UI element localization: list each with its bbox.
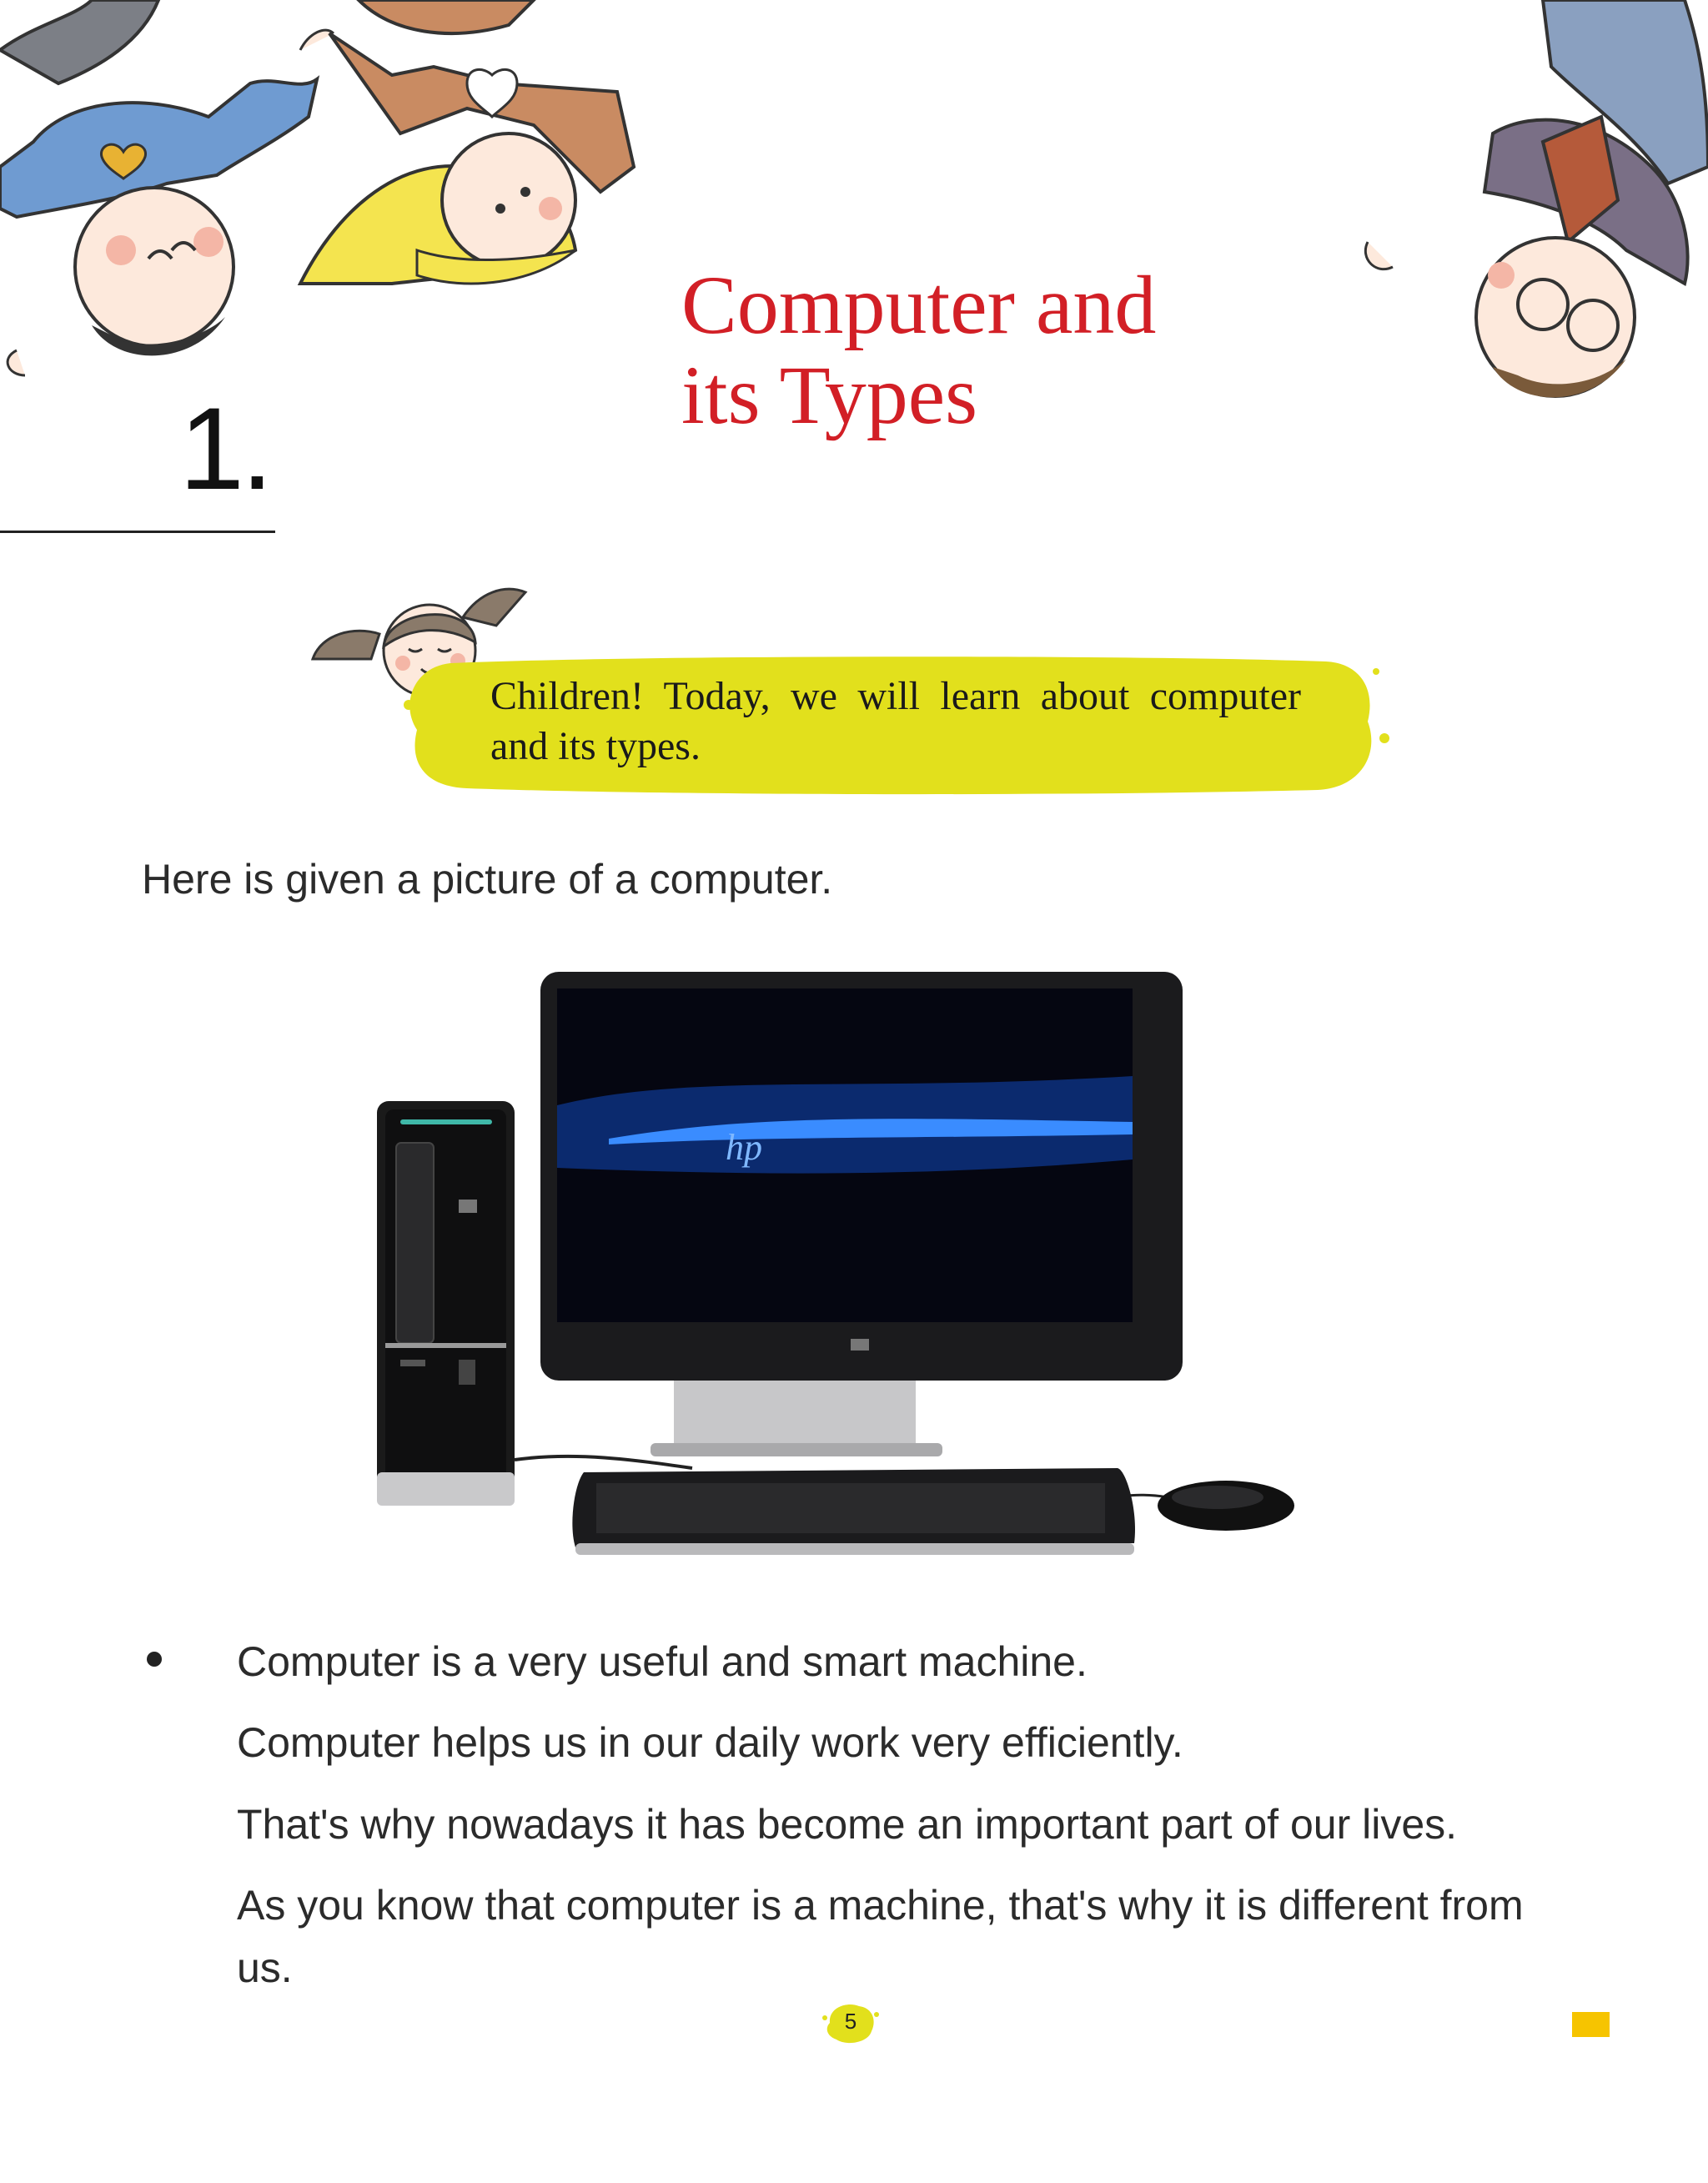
chapter-title-line-1: Computer and: [681, 259, 1157, 351]
desktop-computer-image: [359, 959, 1343, 1577]
svg-text:hp: hp: [726, 1127, 762, 1168]
intro-text: Children! Today, we will learn about computer and its types.: [490, 674, 1301, 768]
paragraph-3: That's why nowadays it has become an important part of our lives.: [237, 1801, 1458, 1848]
chapter-title-line-2: its Types: [681, 349, 978, 441]
mouse-icon: [1158, 1481, 1294, 1531]
chapter-number: 1.: [179, 383, 270, 514]
cpu-tower-icon: [377, 1101, 515, 1506]
monitor-icon: [540, 972, 1183, 1456]
chapter-title: [681, 260, 1265, 440]
page-number: 5: [844, 2009, 857, 2034]
bullet-point: [147, 1652, 162, 1667]
chapter-underline: [0, 531, 275, 533]
paragraph-4: As you know that computer is a machine, that's why it is different from us.: [237, 1882, 1524, 1991]
kids-illustration-left: [0, 0, 667, 400]
yellow-tab-marker: [1572, 2012, 1610, 2037]
kids-illustration-right: [1351, 0, 1708, 434]
paragraph-2: Computer helps us in our daily work very efficiently.: [237, 1719, 1183, 1766]
lead-text: Here is given a picture of a computer.: [142, 856, 833, 903]
paragraph-1: Computer is a very useful and smart machine.: [237, 1638, 1088, 1685]
keyboard-icon: [572, 1468, 1135, 1555]
